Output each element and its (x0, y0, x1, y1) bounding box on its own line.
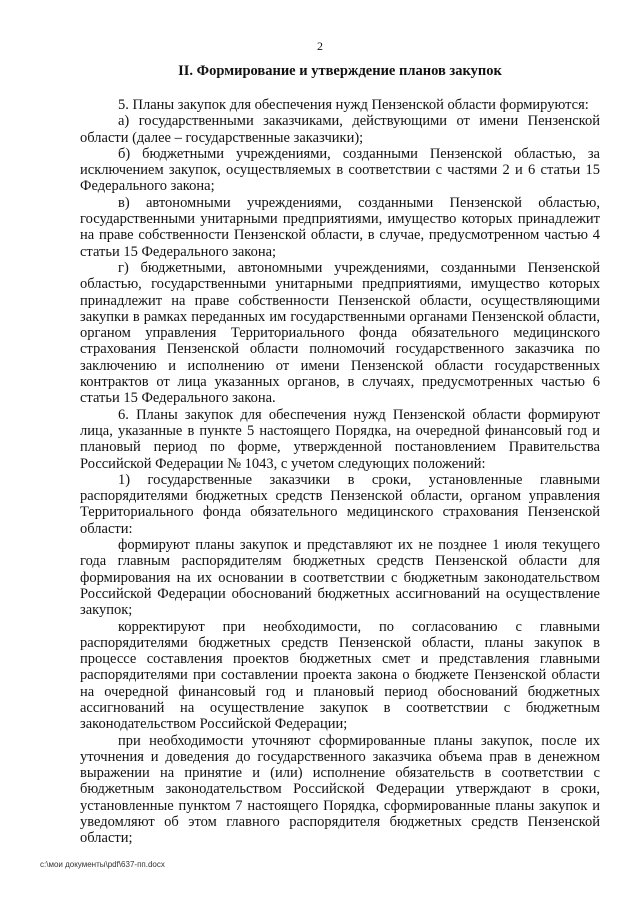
paragraph: при необходимости уточняют сформированные планы закупок, после их уточнения и доведения до государственного заказчика объема прав в денежном выражении на принятие и (или) исполнение обязательств в соответствии с бюджетным законодательством Российской Федерации утверждают в сроки, установленные пунктом 7 настоящего Порядка, сформированные планы закупок и уведомляют об этом главного распорядителя бюджетных средств Пензенской области; (80, 732, 600, 847)
paragraph: г) бюджетными, автономными учреждениями, созданными Пензенской областью, государственными унитарными предприятиями, имущество которых принадлежит на праве собственности Пензенской области, осуществляющими закупки в рамках переданных им государственными органами Пензенской области, органом управления Территориального фонда обязательного медицинского страхования Пензенской области полномочий государственного заказчика по заключению и исполнению от имени Пензенской области государственных контрактов от лица указанных органов, в случаях, предусмотренных частью 6 статьи 15 Федерального закона. (80, 259, 600, 407)
section-heading: II. Формирование и утверждение планов закупок (178, 63, 502, 79)
document-body (80, 97, 600, 847)
paragraph: б) бюджетными учреждениями, созданными Пензенской областью, за исключением закупок, осуществляемых в соответствии с частями 2 и 6 статьи 15 Федерального закона; (80, 145, 600, 195)
paragraph: формируют планы закупок и представляют их не позднее 1 июля текущего года главным распорядителям бюджетных средств Пензенской области для формирования на их основании в соответствии с бюджетным законодательством Российской Федерации обоснований бюджетных ассигнований на осуществление закупок; (80, 537, 600, 619)
file-path-footer: c:\мои документы\pdf\637-пп.docx (40, 860, 165, 869)
paragraph: 5. Планы закупок для обеспечения нужд Пензенской области формируются: (118, 97, 589, 113)
paragraph: а) государственными заказчиками, действующими от имени Пензенской области (далее – государственные заказчики); (80, 113, 600, 146)
paragraph: 1) государственные заказчики в сроки, установленные главными распорядителями бюджетных средств Пензенской области, органом управления Территориального фонда обязательного медицинского страхования Пензенской области: (80, 471, 600, 537)
paragraph: корректируют при необходимости, по согласованию с главными распорядителями бюджетных средств Пензенской области, планы закупок в процессе составления проектов бюджетных смет и представления главными распорядителями при составлении проекта закона о бюджете Пензенской области на очередной финансовый год и плановый период обоснований бюджетных ассигнований на осуществление закупок в соответствии с бюджетным законодательством Российской Федерации; (80, 618, 600, 733)
page-number: 2 (317, 39, 323, 53)
paragraph: в) автономными учреждениями, созданными Пензенской областью, государственными унитарными предприятиями, имущество которых принадлежит на праве собственности Пензенской области, в случае, предусмотренном частью 4 статьи 15 Федерального закона; (80, 194, 600, 260)
paragraph: 6. Планы закупок для обеспечения нужд Пензенской области формируют лица, указанные в пункте 5 настоящего Порядка, на очередной финансовый год и плановый период по форме, утвержденной постановлением Правительства Российской Федерации № 1043, с учетом следующих положений: (80, 406, 600, 472)
